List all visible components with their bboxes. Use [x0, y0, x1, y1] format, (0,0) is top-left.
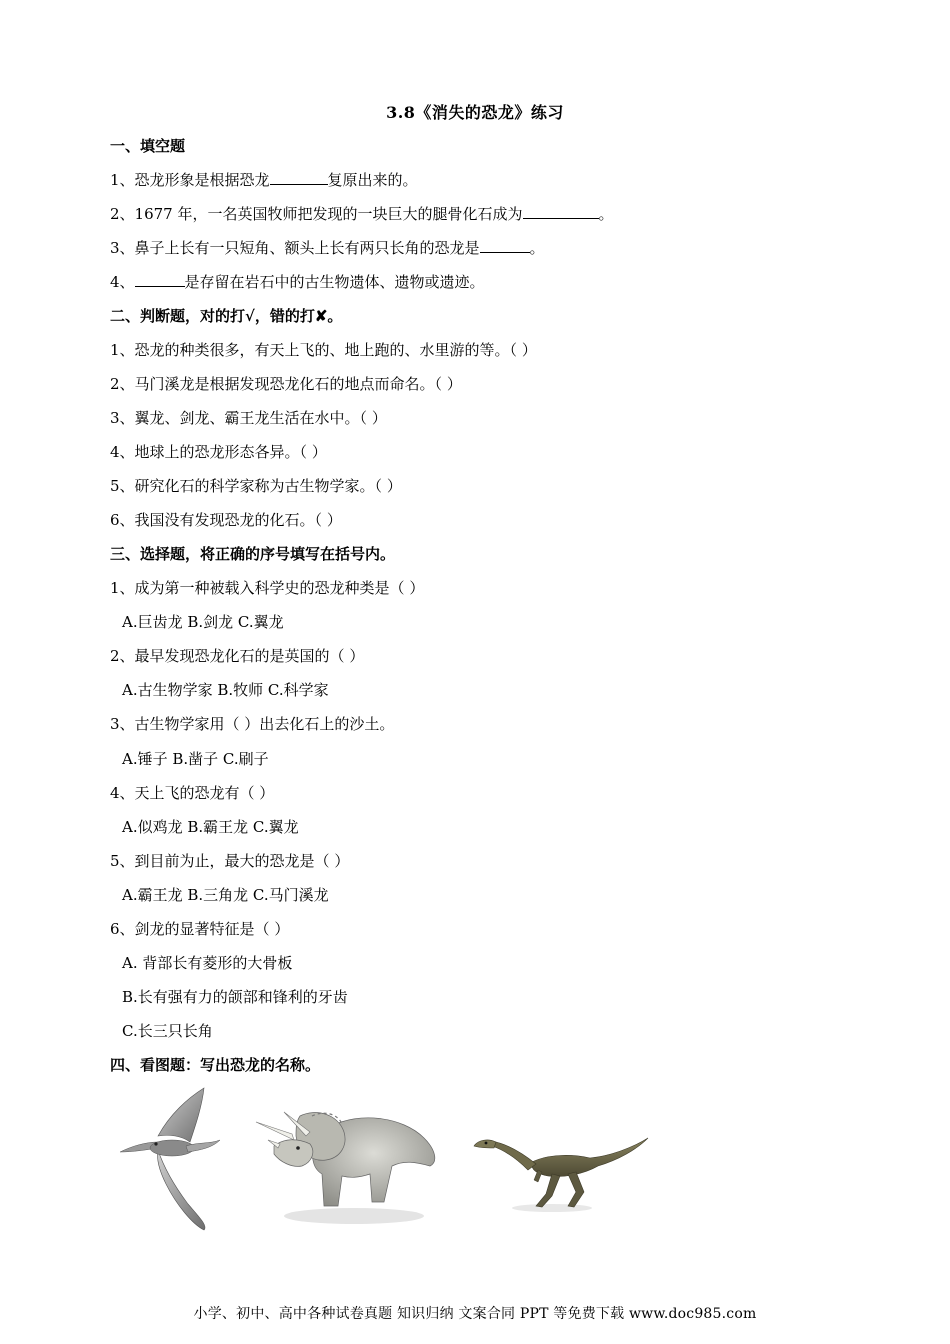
true-false-item: 4、地球上的恐龙形态各异。（ ） [110, 443, 327, 461]
choice-question-4: 4、天上飞的恐龙有（ ） [110, 784, 275, 802]
question-text: 是存留在岩石中的古生物遗体、遗物或遗迹。 [184, 273, 485, 291]
true-false-item: 1、恐龙的种类很多，有天上飞的、地上跑的、水里游的等。（ ） [110, 341, 537, 359]
choice-options-5: A.霸王龙 B.三角龙 C.马门溪龙 [122, 886, 329, 904]
true-false-item: 5、研究化石的科学家称为古生物学家。（ ） [110, 477, 402, 495]
question-text: 1、恐龙形象是根据恐龙 [110, 171, 270, 189]
question-text: 复原出来的。 [327, 171, 418, 189]
choice-options-3: A.锤子 B.凿子 C.刷子 [122, 750, 269, 768]
question-text: 3、鼻子上长有一只短角、额头上长有两只长角的恐龙是 [110, 239, 480, 257]
true-false-item: 6、我国没有发现恐龙的化石。（ ） [110, 511, 342, 529]
fill-question-2 [110, 204, 614, 224]
section-heading-picture: 四、看图题：写出恐龙的名称。 [110, 1056, 321, 1074]
triceratops-image [254, 1104, 440, 1226]
dinosaur-figures [118, 1084, 658, 1234]
choice-option-6c: C.长三只长角 [122, 1022, 213, 1040]
choice-options-1: A.巨齿龙 B.剑龙 C.翼龙 [122, 613, 284, 631]
fill-question-3 [110, 238, 545, 258]
choice-option-6b: B.长有强有力的颌部和锋利的牙齿 [122, 988, 348, 1006]
true-false-item: 2、马门溪龙是根据发现恐龙化石的地点而命名。（ ） [110, 375, 462, 393]
true-false-item: 3、翼龙、剑龙、霸王龙生活在水中。（ ） [110, 409, 387, 427]
pterosaur-image [118, 1084, 228, 1232]
answer-blank [135, 272, 185, 287]
choice-options-2: A.古生物学家 B.牧师 C.科学家 [122, 681, 329, 699]
choice-question-5: 5、到目前为止，最大的恐龙是（ ） [110, 852, 350, 870]
section-heading-multiple-choice: 三、选择题，将正确的序号填写在括号内。 [110, 545, 396, 563]
answer-blank [270, 170, 328, 185]
section-heading-true-false: 二、判断题，对的打√，错的打✘。 [110, 307, 343, 325]
choice-option-6a: A. 背部长有菱形的大骨板 [122, 954, 293, 972]
section-heading-fill-blank: 一、填空题 [110, 137, 186, 155]
answer-blank [480, 238, 530, 253]
question-text: 。 [529, 239, 545, 257]
question-text: 2、1677 年，一名英国牧师把发现的一块巨大的腿骨化石成为 [110, 205, 523, 223]
choice-options-4: A.似鸡龙 B.霸王龙 C.翼龙 [122, 818, 299, 836]
choice-question-1: 1、成为第一种被载入科学史的恐龙种类是（ ） [110, 579, 425, 597]
answer-blank [523, 204, 599, 219]
choice-question-3: 3、古生物学家用（ ）出去化石上的沙土。 [110, 715, 395, 733]
choice-question-2: 2、最早发现恐龙化石的是英国的（ ） [110, 647, 365, 665]
fill-question-4 [110, 272, 485, 292]
question-text: 。 [598, 205, 614, 223]
gallimimus-image [472, 1134, 650, 1214]
question-text: 4、 [110, 273, 135, 291]
page-title: 3.8《消失的恐龙》练习 [386, 103, 564, 122]
page-footer: 小学、初中、高中各种试卷真题 知识归纳 文案合同 PPT 等免费下载 www.doc985.com [193, 1306, 757, 1322]
choice-question-6: 6、剑龙的显著特征是（ ） [110, 920, 290, 938]
fill-question-1 [110, 170, 418, 190]
